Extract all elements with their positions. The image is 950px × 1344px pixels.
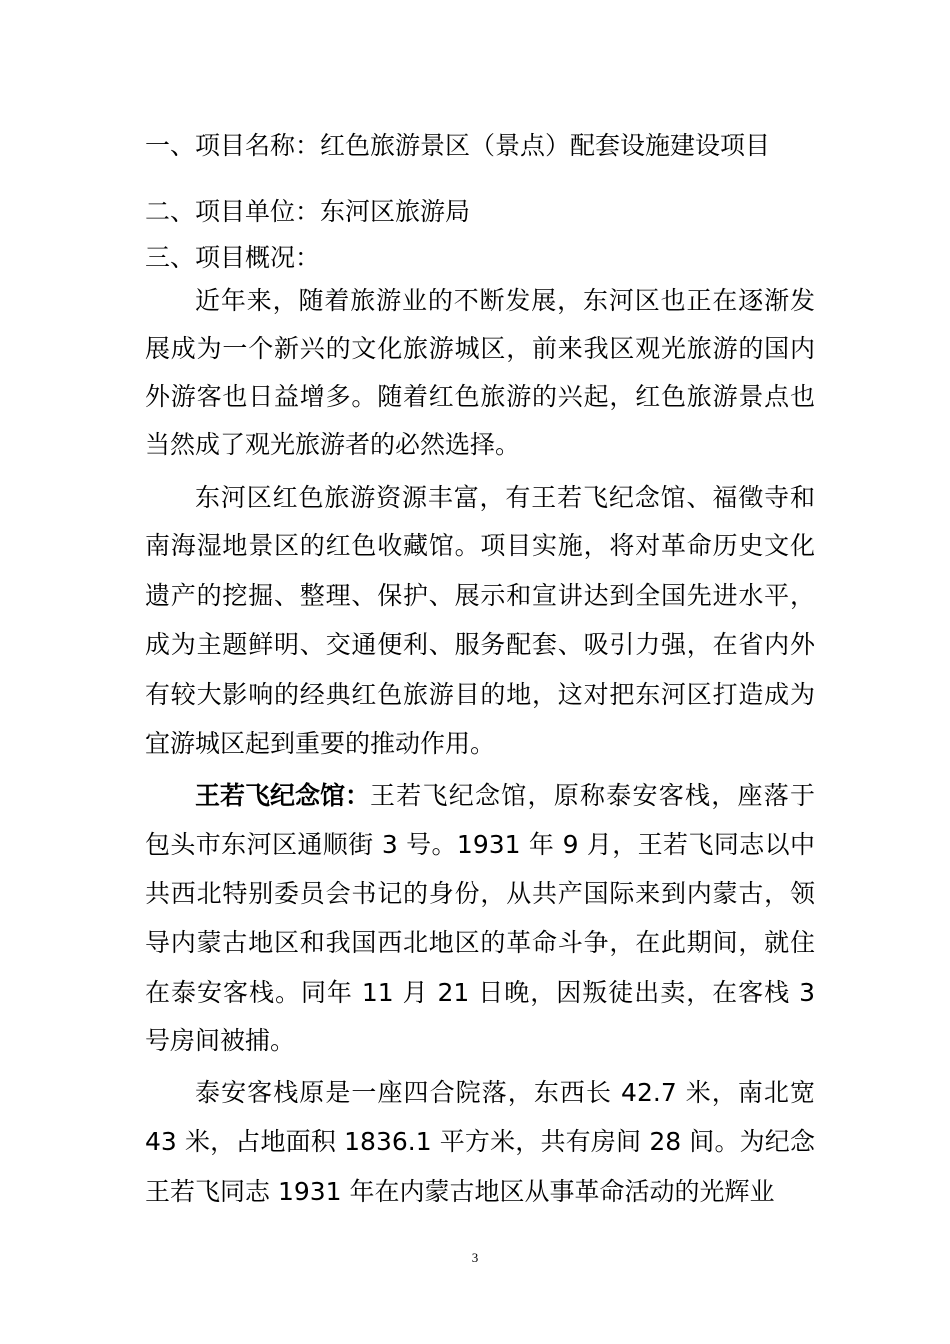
paragraph-line: 展成为一个新兴的文化旅游城区，前来我区观光旅游的国内 — [145, 334, 815, 363]
paragraph-line: 近年来，随着旅游业的不断发展，东河区也正在逐渐发 — [195, 286, 815, 315]
paragraph-line: 号房间被捕。 — [145, 1026, 296, 1055]
paragraph-line: 遗产的挖掘、整理、保护、展示和宣讲达到全国先进水平， — [145, 581, 815, 610]
paragraph-line: 泰安客栈原是一座四合院落，东西长 42.7 米，南北宽 — [195, 1078, 815, 1107]
paragraph-line: 东河区红色旅游资源丰富，有王若飞纪念馆、福徵寺和 — [195, 483, 815, 512]
page-number: 3 — [471, 1250, 479, 1265]
paragraph-line: 外游客也日益增多。随着红色旅游的兴起，红色旅游景点也 — [145, 382, 815, 411]
heading-project-unit: 二、项目单位：东河区旅游局 — [145, 197, 471, 226]
paragraph-line: 南海湿地景区的红色收藏馆。项目实施，将对革命历史文化 — [145, 531, 815, 560]
paragraph-line-first — [195, 779, 815, 813]
paragraph-line: 共西北特别委员会书记的身份，从共产国际来到内蒙古，领 — [145, 879, 815, 908]
memorial-hall-bold-lead: 王若飞纪念馆： — [195, 781, 371, 810]
paragraph-line: 43 米，占地面积 1836.1 平方米，共有房间 28 间。为纪念 — [145, 1127, 815, 1156]
heading-project-name: 一、项目名称：红色旅游景区（景点）配套设施建设项目 — [145, 131, 771, 160]
paragraph-line: 成为主题鲜明、交通便利、服务配套、吸引力强，在省内外 — [145, 630, 815, 659]
paragraph-line: 包头市东河区通顺街 3 号。1931 年 9 月，王若飞同志以中 — [145, 830, 815, 859]
paragraph-line: 宜游城区起到重要的推动作用。 — [145, 729, 496, 758]
paragraph-line: 有较大影响的经典红色旅游目的地，这对把东河区打造成为 — [145, 680, 815, 709]
paragraph-line: 在泰安客栈。同年 11 月 21 日晚，因叛徒出卖，在客栈 3 — [145, 978, 815, 1007]
paragraph-line: 当然成了观光旅游者的必然选择。 — [145, 430, 521, 459]
heading-project-overview: 三、项目概况： — [145, 243, 321, 272]
paragraph-line-rest: 王若飞纪念馆，原称泰安客栈，座落于 — [370, 781, 815, 810]
paragraph-line: 导内蒙古地区和我国西北地区的革命斗争，在此期间，就住 — [145, 928, 815, 957]
paragraph-line: 王若飞同志 1931 年在内蒙古地区从事革命活动的光辉业 — [145, 1177, 775, 1206]
